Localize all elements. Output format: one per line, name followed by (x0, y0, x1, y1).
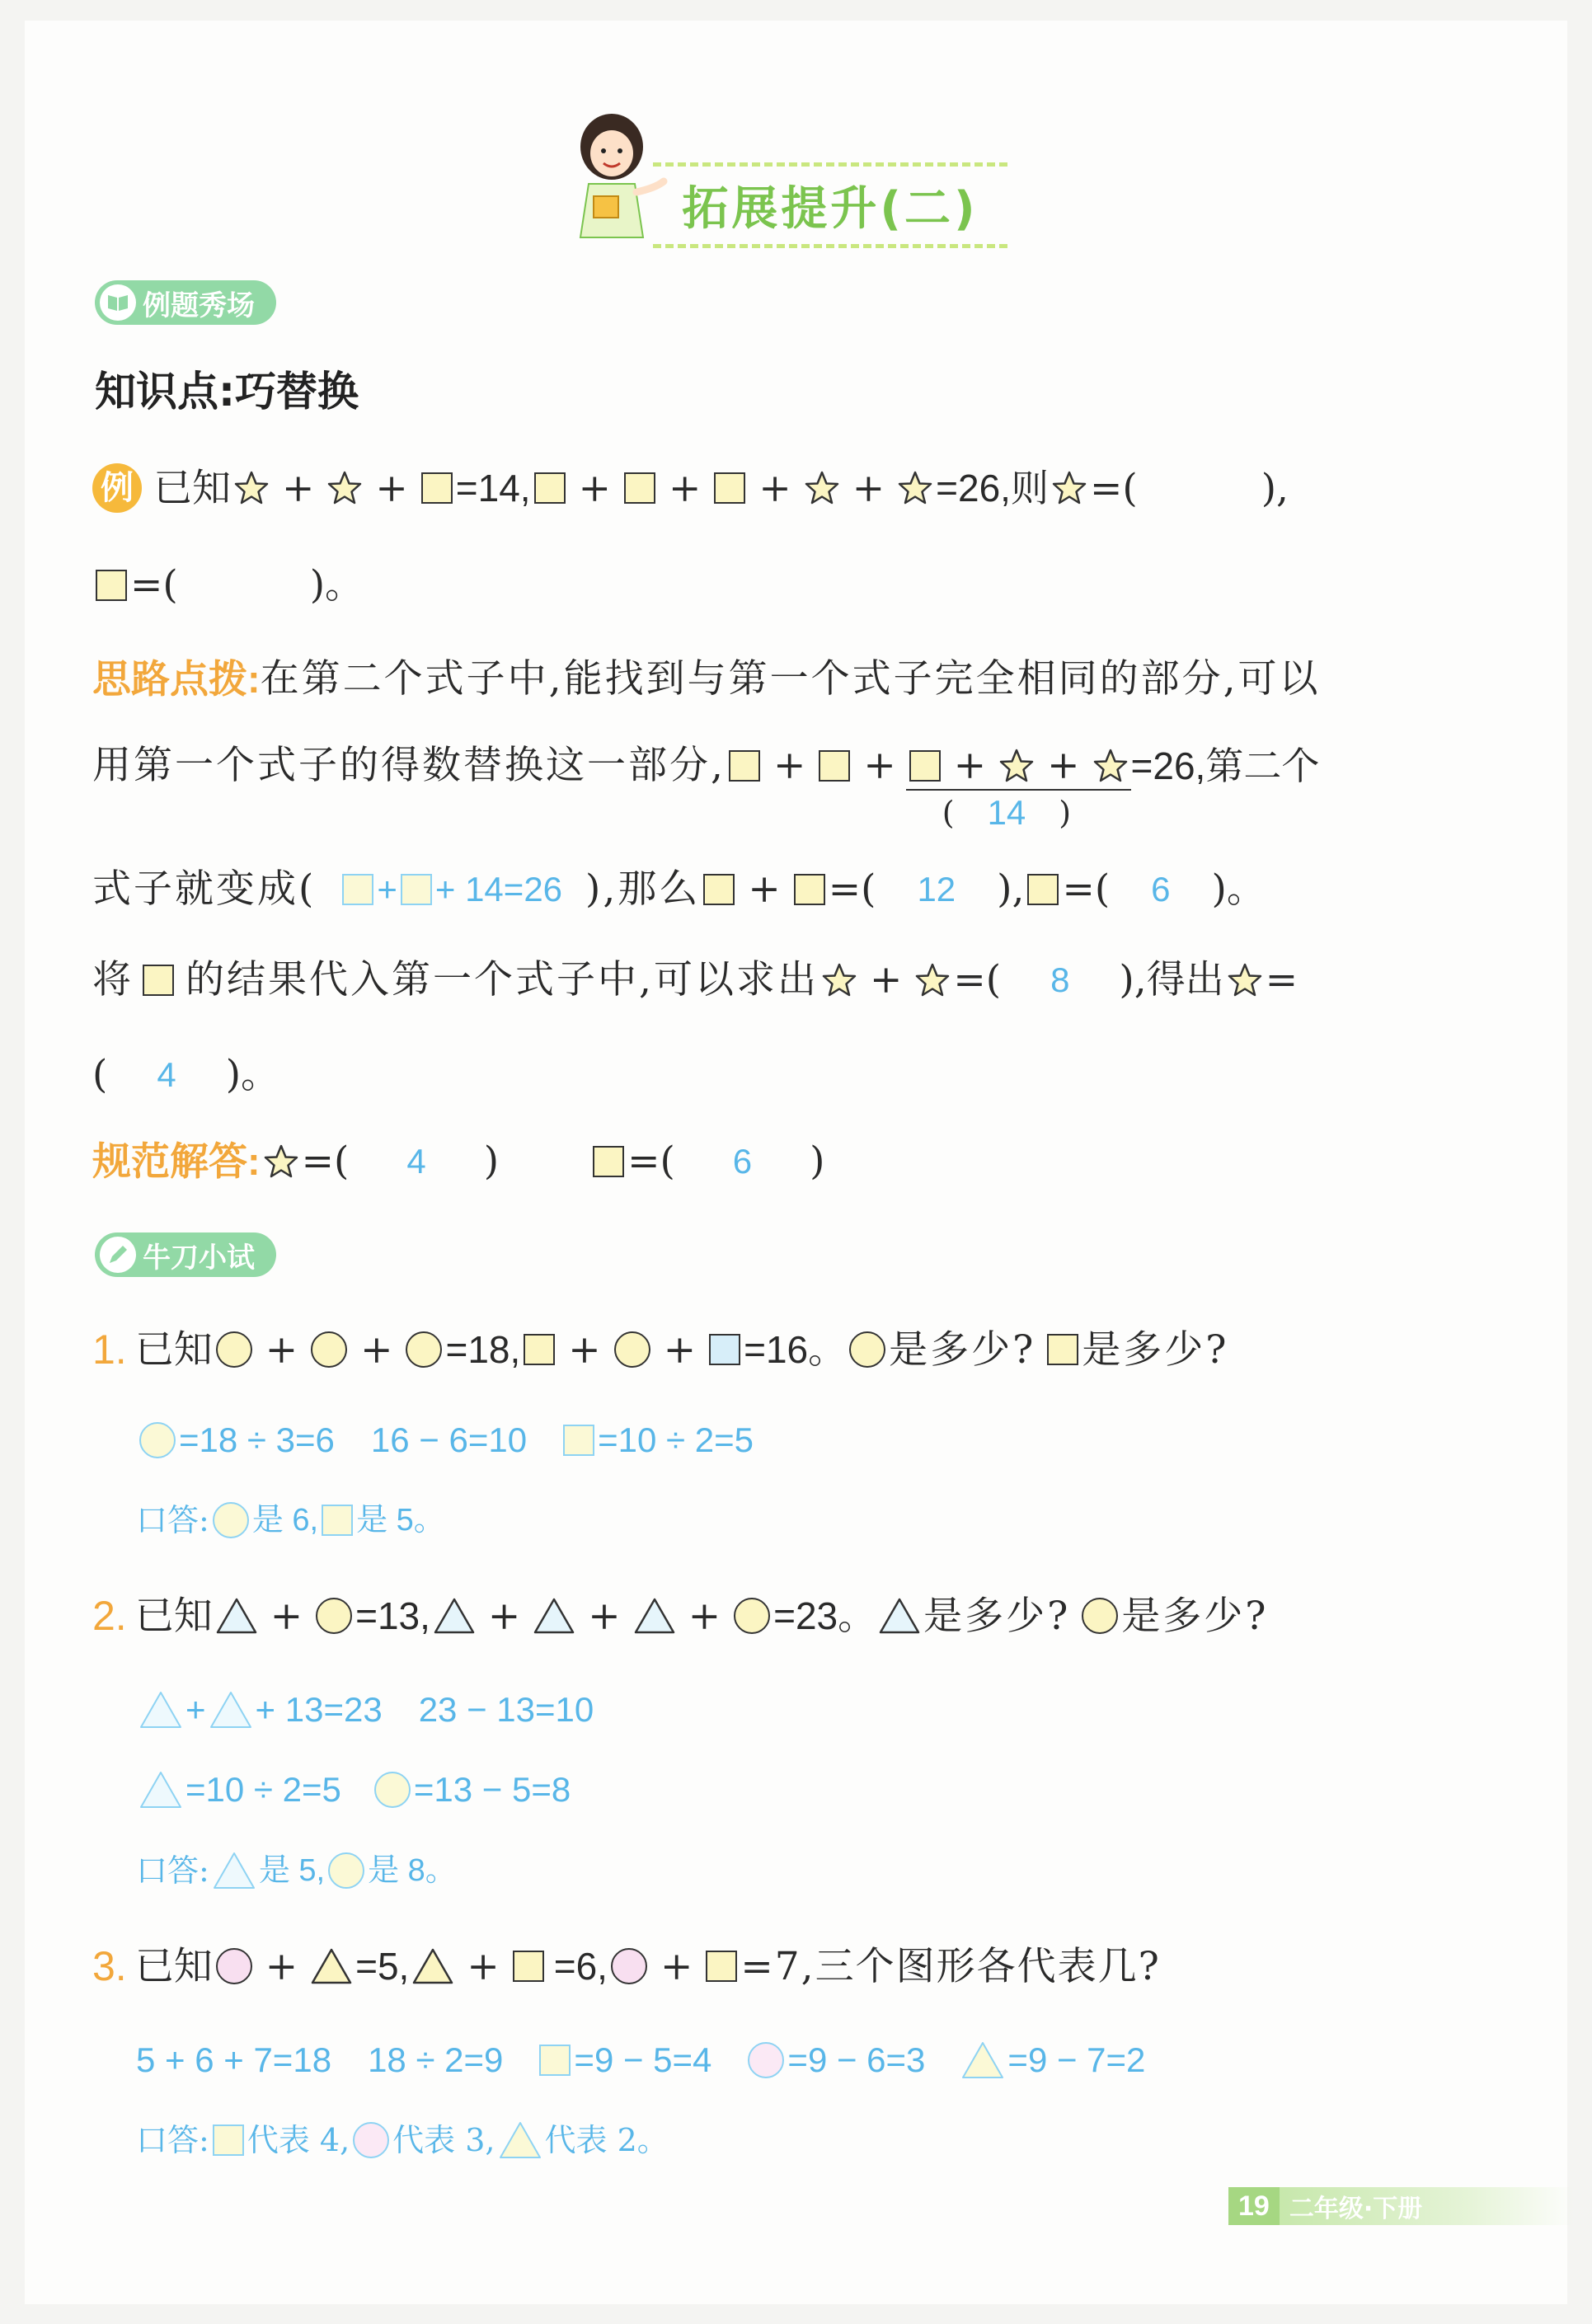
q3-answer-3: 代表 2。 (544, 2122, 669, 2158)
circle-icon (213, 1502, 249, 1538)
hint-line-2: 用第一个式子的得数替换这一部分, + + + + ( 14 ) =26,第二个 (92, 743, 1320, 832)
underbrace-answer: ( 14 ) (942, 793, 1072, 832)
hint-answer-4: 4 (157, 1054, 176, 1094)
circle-icon (353, 2122, 389, 2158)
q1-work-2: 16 − 6=10 (370, 1420, 528, 1459)
q1-ask-2: 是多少? (1082, 1326, 1229, 1373)
circle-icon (734, 1598, 770, 1634)
grade-label: 二年级·下册 (1289, 2195, 1423, 2223)
star-icon (1092, 748, 1129, 784)
q2-work-4: =13 − 5=8 (413, 1770, 571, 1809)
star-icon (1051, 470, 1087, 506)
triangle-icon (533, 1597, 575, 1635)
q1-answer-2: 是 5。 (356, 1503, 445, 1538)
square-icon (709, 1334, 740, 1365)
square-icon (593, 1146, 624, 1177)
q2-answer-1: 是 5, (258, 1853, 326, 1888)
q1-answer-prefix: 口答: (136, 1502, 209, 1538)
triangle-icon (878, 1597, 921, 1635)
q3-work-2: 18 ÷ 2=9 (368, 2040, 504, 2079)
hint-text-3b: ),那么 (585, 866, 701, 912)
square-icon (624, 472, 655, 504)
q1-work-3: =10 ÷ 2=5 (598, 1420, 754, 1459)
hint-answer-12: 12 (917, 869, 956, 908)
solution-line: 规范解答: =( 4 ) =( 6 ) (92, 1139, 825, 1184)
triangle-icon (139, 1770, 183, 1810)
square-icon (322, 1505, 353, 1536)
solution-square-answer: 6 (732, 1141, 753, 1181)
circle-icon (614, 1331, 650, 1368)
circle-icon (611, 1948, 647, 1984)
q2-answer-2: 是 8。 (368, 1853, 457, 1888)
square-icon (401, 874, 432, 905)
q2-number: 2. (92, 1593, 127, 1639)
example-eq2-result: =26,则 (936, 467, 1049, 509)
teacher-illustration (561, 106, 668, 246)
square-icon (342, 874, 373, 905)
square-icon (909, 750, 941, 782)
q2-answer-prefix: 口答: (136, 1852, 209, 1889)
hint-text-2b: =26,第二个 (1130, 744, 1320, 787)
q2-answer (136, 1851, 457, 1890)
q2-work-3: =10 ÷ 2=5 (185, 1770, 341, 1809)
triangle-icon (209, 1690, 253, 1730)
star-icon (804, 470, 840, 506)
hint-answer-equation: + + 14=26 (339, 872, 562, 907)
q3-statement: 3. 已知 + =5, + =6, + =7,三个图形各代表几? (92, 1943, 1161, 1989)
q2-result-2: =23。 (773, 1594, 876, 1637)
q3-answer-prefix: 口答: (136, 2122, 209, 2158)
hint-line-5: ( 4 )。 (92, 1052, 280, 1097)
circle-icon (316, 1598, 352, 1634)
q1-ask-1: 是多少? (889, 1326, 1036, 1373)
square-icon (794, 874, 825, 905)
practice-badge-label: 牛刀小试 (143, 1241, 255, 1275)
q1-number: 1. (92, 1326, 127, 1373)
page-title: 拓展提升(二) (653, 162, 1007, 248)
example-known-text: 已知 (153, 465, 231, 511)
hint-line-4: 将 的结果代入第一个式子中,可以求出 + =( 8 ),得出 = (92, 957, 1298, 1002)
q3-result-1: =5, (355, 1945, 410, 1988)
triangle-icon (411, 1947, 454, 1985)
circle-icon (311, 1331, 347, 1368)
square-icon (706, 1951, 737, 1982)
square-icon (703, 874, 735, 905)
q3-work-5: =9 − 7=2 (1007, 2040, 1146, 2079)
triangle-icon (498, 2120, 542, 2160)
q1-statement: 1. 已知 + + =18, + + =16。 是多少? 是多少? (92, 1326, 1229, 1373)
hint-text-4a: 将 (92, 957, 131, 1002)
q3-work-4: =9 − 6=3 (787, 2040, 926, 2079)
q2-work-line-1: + + 13=23 23 − 13=10 (136, 1690, 594, 1730)
solution-star-answer: 4 (406, 1141, 426, 1181)
star-icon (1227, 962, 1263, 998)
example-blank-close: ), (1261, 465, 1289, 511)
triangle-icon (212, 1851, 256, 1890)
q1-work-1: =18 ÷ 3=6 (179, 1420, 335, 1459)
square-icon (714, 472, 745, 504)
square-icon (96, 570, 127, 601)
example-blank-close: )。 (309, 562, 364, 608)
hint-text-1: 在第二个式子中,能找到与第一个式子完全相同的部分,可以 (260, 656, 1321, 702)
q1-known: 已知 (134, 1326, 213, 1373)
pencil-icon (100, 1237, 136, 1273)
star-icon (233, 470, 270, 506)
star-icon (998, 748, 1035, 784)
q3-answer-1: 代表 4, (247, 2122, 350, 2158)
page-number: 19 (1228, 2187, 1280, 2225)
example-section-badge (95, 280, 276, 325)
triangle-icon (960, 2040, 1005, 2080)
square-icon (421, 472, 453, 504)
hint-label: 思路点拨: (92, 657, 261, 701)
square-icon (513, 1951, 544, 1982)
square-icon (1027, 874, 1059, 905)
solution-label: 规范解答: (92, 1139, 261, 1183)
circle-icon (406, 1331, 442, 1368)
hint-answer-8: 8 (1050, 960, 1070, 999)
hint-line-1 (92, 656, 1321, 702)
triangle-icon (433, 1597, 476, 1635)
circle-icon (1082, 1598, 1118, 1634)
circle-icon (328, 1852, 364, 1889)
q3-work-1: 5 + 6 + 7=18 (136, 2040, 332, 2079)
circle-icon (748, 2042, 784, 2078)
star-icon (914, 962, 951, 998)
square-icon (534, 472, 566, 504)
hint-text-4b: 的结果代入第一个式子中,可以求出 (185, 957, 819, 1002)
example-blank-open: =( (130, 562, 178, 608)
circle-icon (374, 1772, 411, 1808)
q2-work-1: + 13=23 (255, 1690, 383, 1729)
circle-icon (216, 1331, 252, 1368)
q3-known: 已知 (134, 1943, 213, 1989)
q1-work (136, 1422, 754, 1458)
underbrace-group: + + ( 14 ) (906, 746, 1131, 785)
q1-answer-1: 是 6, (251, 1503, 319, 1538)
circle-icon (849, 1331, 885, 1368)
square-icon (819, 750, 850, 782)
q3-answer (136, 2120, 669, 2160)
star-icon (263, 1143, 299, 1180)
example-line-1: 例 已知 + + =14, + + + + =26,则 =( ), (92, 463, 1289, 513)
q2-work-2: 23 − 13=10 (418, 1690, 594, 1729)
star-icon (326, 470, 363, 506)
q3-answer-2: 代表 3, (392, 2122, 495, 2158)
triangle-icon (633, 1597, 676, 1635)
circle-icon (216, 1948, 252, 1984)
q2-ask-2: 是多少? (1121, 1593, 1269, 1639)
page-footer (1228, 2187, 1575, 2225)
star-icon (821, 962, 857, 998)
triangle-icon (215, 1597, 258, 1635)
example-mark: 例 (92, 463, 142, 513)
hint-answer-text: + 14=26 (434, 869, 563, 908)
hint-text-4c: ),得出 (1119, 957, 1224, 1002)
q2-result-1: =13, (355, 1594, 430, 1637)
square-icon (563, 1425, 594, 1456)
q2-work-line-2 (136, 1770, 571, 1810)
star-icon (897, 470, 933, 506)
knowledge-point-title: 知识点:巧替换 (95, 368, 359, 416)
example-blank-open: =( (1089, 465, 1138, 511)
q2-statement: 2. 已知 + =13, + + + =23。 是多少? 是多少? (92, 1593, 1269, 1639)
q1-result-2: =16。 (744, 1328, 847, 1371)
triangle-icon (139, 1690, 183, 1730)
practice-section-badge (95, 1232, 276, 1277)
book-icon (100, 284, 136, 321)
q2-known: 已知 (134, 1593, 213, 1639)
example-eq1-result: =14, (455, 467, 531, 509)
q3-result-2: =6, (553, 1945, 608, 1988)
example-line-2 (92, 562, 364, 608)
square-icon (539, 2045, 571, 2076)
q3-number: 3. (92, 1943, 127, 1989)
triangle-icon (310, 1947, 353, 1985)
square-icon (524, 1334, 555, 1365)
q1-answer (136, 1502, 445, 1538)
q3-result-3: =7,三个图形各代表几? (740, 1943, 1161, 1989)
square-icon (729, 750, 760, 782)
hint-answer-6: 6 (1151, 869, 1171, 908)
square-icon (143, 965, 174, 996)
square-icon (213, 2124, 244, 2156)
q2-ask-1: 是多少? (923, 1593, 1071, 1639)
square-icon (1047, 1334, 1078, 1365)
q3-work (136, 2040, 1145, 2080)
underbrace-line (906, 789, 1131, 791)
hint-text-3a: 式子就变成( (92, 866, 317, 912)
q3-work-3: =9 − 5=4 (574, 2040, 712, 2079)
q1-result-1: =18, (445, 1328, 521, 1371)
example-badge-label: 例题秀场 (143, 289, 255, 322)
circle-icon (139, 1422, 176, 1458)
hint-line-3: 式子就变成( + + 14=26 ),那么 + =( 12 ), =( 6 )。 (92, 866, 1266, 912)
hint-text-2a: 用第一个式子的得数替换这一部分, (92, 743, 726, 788)
